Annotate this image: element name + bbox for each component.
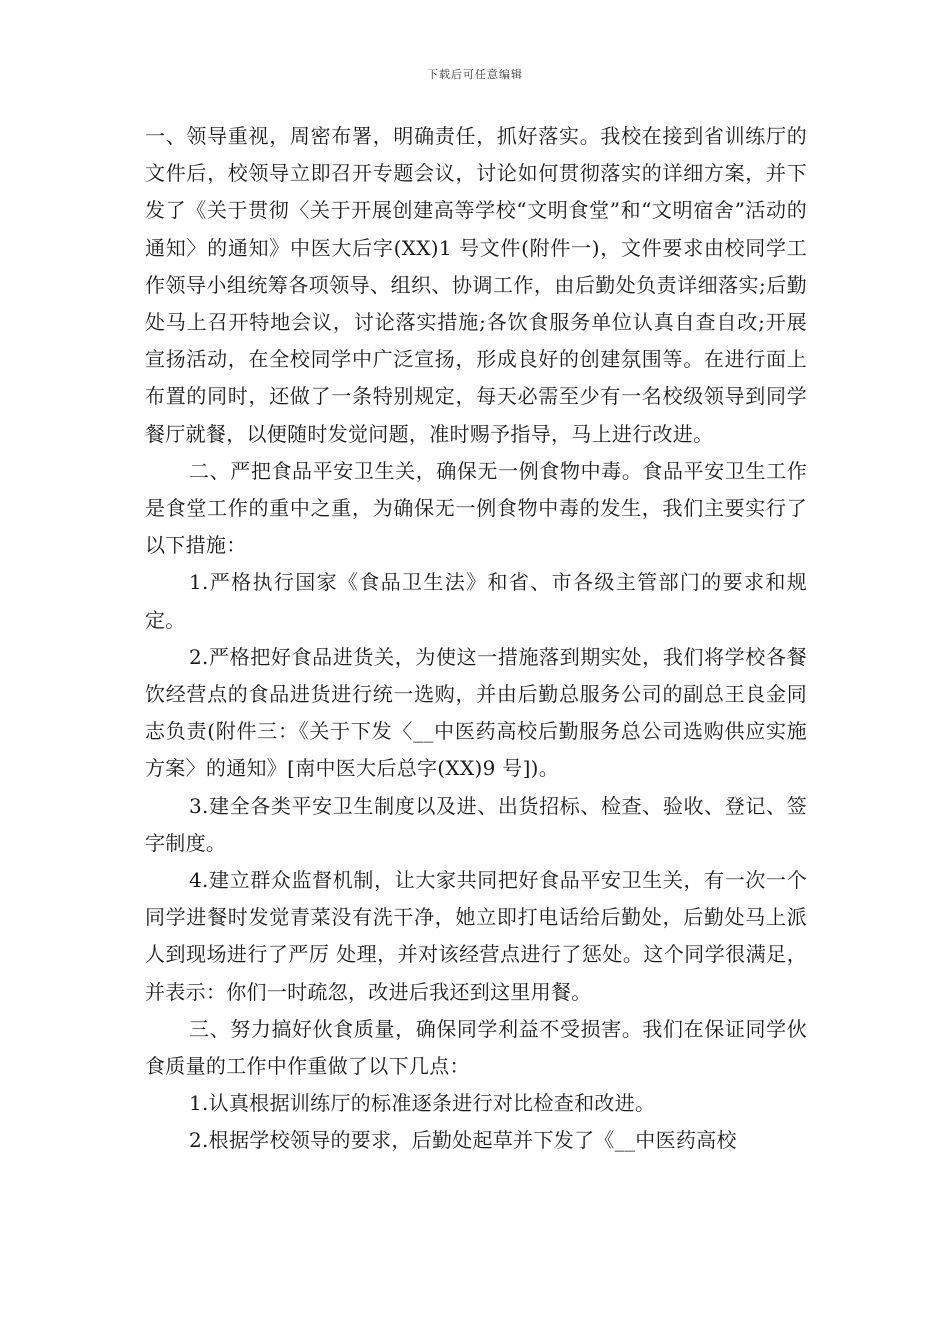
paragraph-item-2: 2.严格把好食品进货关，为使这一措施落到期实处，我们将学校各餐饮经营点的食品进货进行统一选购，并由后勤总服务公司的副总王良金同志负责(附件三：《关于下发〈__中医药高校后勤服务总公司选购供应实施方案〉的通知》[南中医大后总字(XX)9 号])。 — [145, 644, 807, 781]
paragraph-item-4: 4.建立群众监督机制，让大家共同把好食品平安卫生关，有一次一个同学进餐时发觉青菜没有洗干净，她立即打电话给后勤处，后勤处马上派人到现场进行了严厉 处理，并对该经营点进行了惩处。这个同学很满足，并表示：你们一时疏忽，改进后我还到这里用餐。 — [145, 868, 807, 1004]
document-body — [145, 118, 807, 1160]
paragraph-quality-item-1: 1.认真根据训练厅的标准逐条进行对比检查和改进。 — [189, 1091, 656, 1116]
paragraph-quality-item-2: 2.根据学校领导的要求，后勤处起草并下发了《__中医药高校 — [189, 1128, 737, 1153]
paragraph-meal-quality: 三、努力搞好伙食质量，确保同学利益不受损害。我们在保证同学伙食质量的工作中作重做了以下几点： — [145, 1016, 807, 1079]
paragraph-food-safety: 二、严把食品平安卫生关，确保无一例食物中毒。食品平安卫生工作是食堂工作的重中之重，为确保无一例食物中毒的发生，我们主要实行了以下措施： — [145, 458, 807, 558]
paragraph-item-1: 1.严格执行国家《食品卫生法》和省、市各级主管部门的要求和规定。 — [145, 570, 807, 632]
page-header: 下载后可任意编辑 — [427, 68, 523, 81]
paragraph-leadership: 一、领导重视，周密布署，明确责任，抓好落实。我校在接到省训练厅的文件后，校领导立即召开专题会议，讨论如何贯彻落实的详细方案，并下发了《关于贯彻〈关于开展创建高等学校“文明食堂”和“文明宿舍”活动的通知〉的通知》中医大后字(XX)1 号文件(附件一)，文件要求由校同学工作领导小组统筹各项领导、组织、协调工作，由后勤处负责详细落实;后勤处马上召开特地会议，讨论落实措施;各饮食服务单位认真自查自改;开展宣扬活动，在全校同学中广泛宣扬，形成良好的创建氛围等。在进行面上布置的同时，还做了一条特别规定，每天必需至少有一名校级领导到同学餐厅就餐，以便随时发觉问题，准时赐予指导，马上进行改进。 — [145, 124, 807, 446]
paragraph-item-3: 3.建全各类平安卫生制度以及进、出货招标、检查、验收、登记、签字制度。 — [145, 793, 807, 855]
